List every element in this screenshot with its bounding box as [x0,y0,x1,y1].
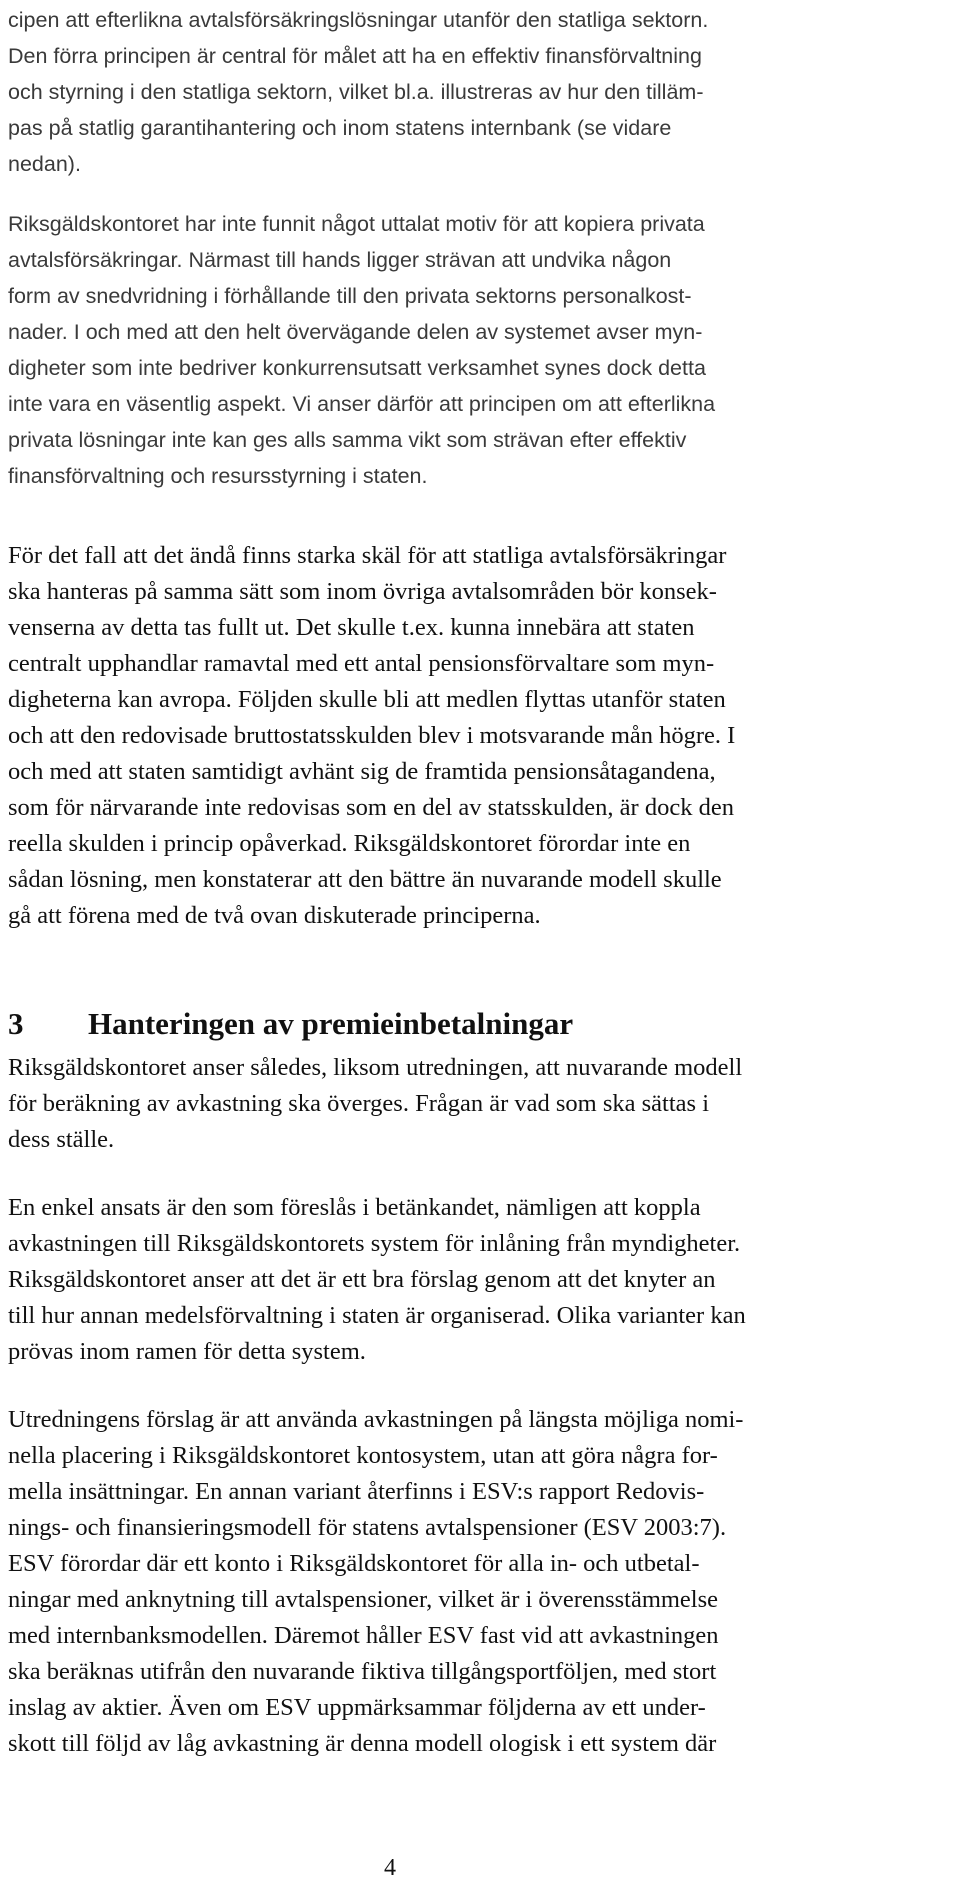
text-line: dess ställe. [8,1126,115,1153]
text-line: till hur annan medelsförvaltning i staten är organiserad. Olika varianter kan [8,1302,746,1329]
text-line: form av snedvridning i förhållande till den privata sektorns personalkost- [8,284,692,308]
text-line: ningar med anknytning till avtalspensioner, vilket är i överensstämmelse [8,1586,719,1613]
paragraph-procurement [8,538,928,934]
text-line: venserna av detta tas fullt ut. Det skulle t.ex. kunna innebära att staten [8,614,695,641]
text-line: för beräkning av avkastning ska överges. Frågan är vad som ska sättas i [8,1090,710,1117]
text-line: prövas inom ramen för detta system. [8,1338,366,1365]
text-line: finansförvaltning och resursstyrning i staten. [8,464,428,488]
text-line: ska beräknas utifrån den nuvarande fiktiva tillgångsportföljen, med stort [8,1658,717,1685]
text-line: skott till följd av låg avkastning är denna modell ologisk i ett system där [8,1730,717,1757]
text-line: nader. I och med att den helt övervägande delen av systemet avser myn- [8,320,703,344]
text-line: centralt upphandlar ramavtal med ett antal pensionsförvaltare som myn- [8,650,715,677]
text-line: avkastningen till Riksgäldskontorets system för inlåning från myndigheter. [8,1230,741,1257]
paragraph-motive [8,206,928,494]
text-line: gå att förena med de två ovan diskuterade principerna. [8,902,541,929]
text-line: privata lösningar inte kan ges alls samma vikt som strävan efter effektiv [8,428,687,452]
text-line: pas på statlig garantihantering och inom statens internbank (se vidare [8,116,672,140]
page-number: 4 [384,1855,396,1881]
text-line: avtalsförsäkringar. Närmast till hands ligger strävan att undvika någon [8,248,672,272]
text-line: Riksgäldskontoret anser således, liksom utredningen, att nuvarande modell [8,1054,743,1081]
text-line: som för närvarande inte redovisas som en del av statsskulden, är dock den [8,794,734,821]
section-number: 3 [8,1006,24,1041]
paragraph-section-intro [8,1050,928,1158]
text-line: och att den redovisade bruttostatsskulden blev i motsvarande mån högre. I [8,722,736,749]
text-line: nella placering i Riksgäldskontoret kontosystem, utan att göra några for- [8,1442,718,1469]
text-line: En enkel ansats är den som föreslås i betänkandet, nämligen att koppla [8,1194,701,1221]
text-line: nedan). [8,152,81,176]
text-line: nings- och finansieringsmodell för statens avtalspensioner (ESV 2003:7). [8,1514,727,1541]
text-line: cipen att efterlikna avtalsförsäkringslösningar utanför den statliga sektorn. [8,8,709,32]
paragraph-proposal [8,1402,928,1762]
text-line: digheterna kan avropa. Följden skulle bli att medlen flyttas utanför staten [8,686,726,713]
text-line: och styrning i den statliga sektorn, vilket bl.a. illustreras av hur den tilläm- [8,80,704,104]
text-line: ESV förordar där ett konto i Riksgäldskontoret för alla in- och utbetal- [8,1550,700,1577]
text-line: Utredningens förslag är att använda avkastningen på längsta möjliga nomi- [8,1406,744,1433]
text-line: För det fall att det ändå finns starka skäl för att statliga avtalsförsäkringar [8,542,727,569]
text-line: Riksgäldskontoret anser att det är ett bra förslag genom att det knyter an [8,1266,716,1293]
text-line: med internbanksmodellen. Däremot håller ESV fast vid att avkastningen [8,1622,719,1649]
text-line: reella skulden i princip opåverkad. Riksgäldskontoret förordar inte en [8,830,691,857]
text-line: Den förra principen är central för målet att ha en effektiv finansförvaltning [8,44,702,68]
text-line: Riksgäldskontoret har inte funnit något uttalat motiv för att kopiera privata [8,212,705,236]
text-line: mella insättningar. En annan variant återfinns i ESV:s rapport Redovis- [8,1478,705,1505]
text-line: sådan lösning, men konstaterar att den bättre än nuvarande modell skulle [8,866,722,893]
text-line: inslag av aktier. Även om ESV uppmärksammar följderna av ett under- [8,1694,706,1721]
text-line: inte vara en väsentlig aspekt. Vi anser därför att principen om att efterlikna [8,392,716,416]
paragraph-intro-continuation [8,2,928,182]
text-line: digheter som inte bedriver konkurrensutsatt verksamhet synes dock detta [8,356,706,380]
section-title: Hanteringen av premieinbetalningar [88,1006,574,1041]
text-line: och med att staten samtidigt avhänt sig de framtida pensionsåtagandena, [8,758,716,785]
section-heading [8,1000,573,1048]
text-line: ska hanteras på samma sätt som inom övriga avtalsområden bör konsek- [8,578,717,605]
paragraph-simple-approach [8,1190,928,1370]
